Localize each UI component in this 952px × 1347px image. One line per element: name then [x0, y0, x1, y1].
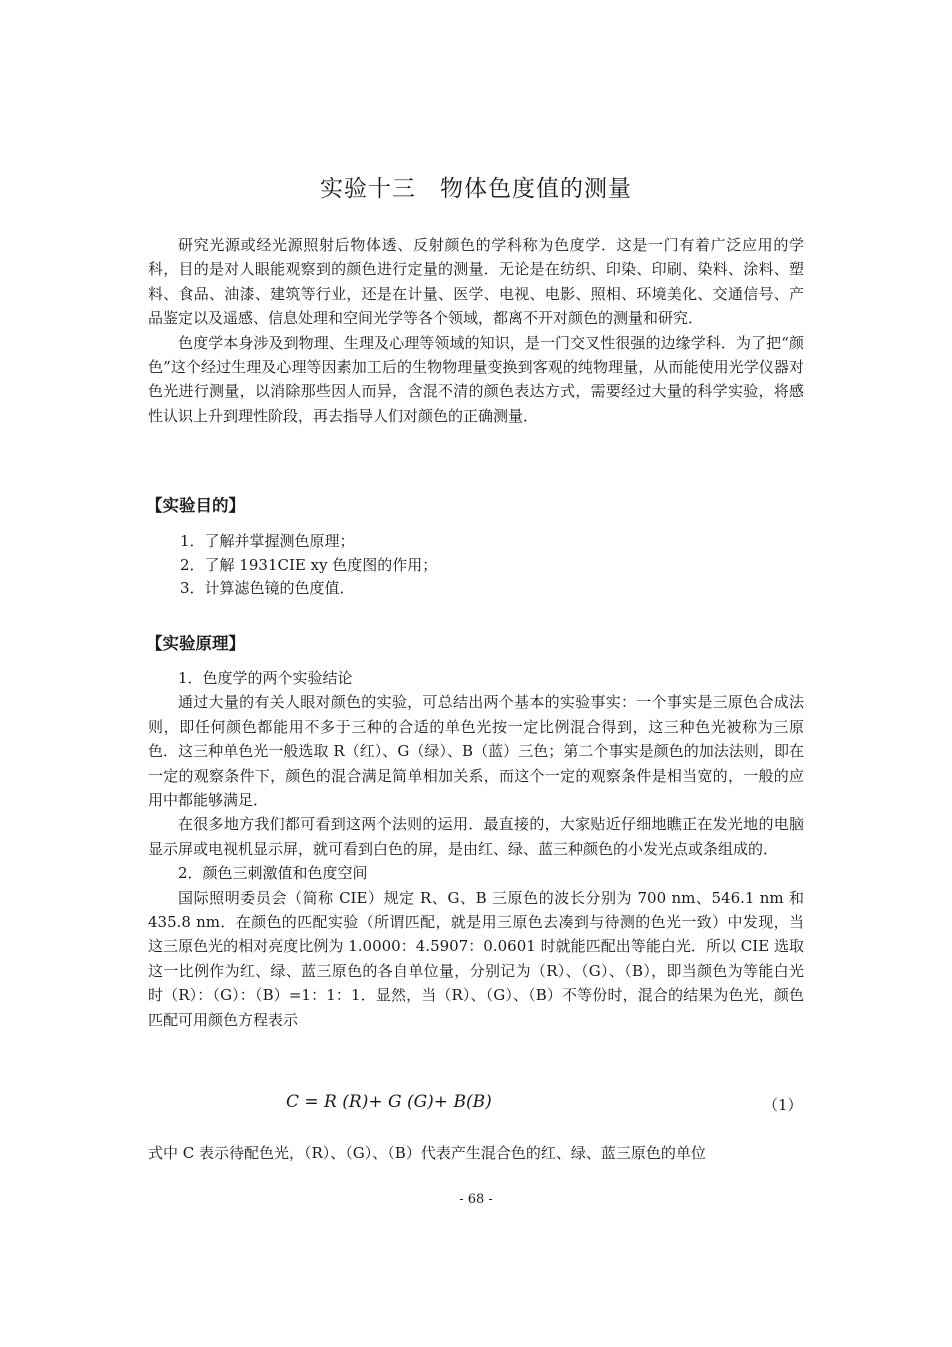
principle-paragraph-1: 通过大量的有关人眼对颜色的实验，可总结出两个基本的实验事实：一个事实是三原色合成法则，即任何颜色都能用不多于三种的合适的单色光按一定比例混合得到，这三种色光被称为三原色．这三种单色光一般选取 R（红）、G（绿）、B（蓝）三色；第二个事实是颜色的加法法则，即在一定的观察条件下，颜色的混合满足简单相加关系，而这个一定的观察条件是相当宽的，一般的应用中都能够满足．	[148, 693, 804, 810]
principle-subheading-2: 2．颜色三刺激值和色度空间	[178, 864, 368, 883]
purpose-list	[180, 530, 437, 601]
principle-paragraph-2: 在很多地方我们都可看到这两个法则的运用．最直接的，大家贴近仔细地瞧正在发光地的电脑显示屏或电视机显示屏，就可看到白色的屏，是由红、绿、蓝三种颜色的小发光点或条组成的．	[148, 815, 804, 858]
equation-number: （1）	[763, 1096, 803, 1114]
principle-paragraph-3: 国际照明委员会（简称 CIE）规定 R、G、B 三原色的波长分别为 700 nm、546.1 nm 和 435.8 nm．在颜色的匹配实验（所谓匹配，就是用三原色去凑到与待测的色光一致）中发现，当这三原色光的相对亮度比例为 1.0000：4.5907：0.0601 时就能匹配出等能白光．所以 CIE 选取这一比例作为红、绿、蓝三原色的各自单位量，分别记为（R）、（G）、（B），即当颜色为等能白光时（R）：（G）：（B）=1：1：1．显然，当（R）、（G）、（B）不等份时，混合的结果为色光，颜色匹配可用颜色方程表示	[148, 888, 804, 1029]
purpose-item-3: 3．计算滤色镜的色度值．	[180, 579, 355, 597]
principle-tail-text: 式中 C 表示待配色光，（R）、（G）、（B）代表产生混合色的红、绿、蓝三原色的单位	[148, 1144, 706, 1162]
principle-subheading-1: 1．色度学的两个实验结论	[178, 669, 353, 687]
purpose-item-2: 2．了解 1931CIE xy 色度图的作用；	[180, 555, 438, 574]
color-equation: C = R (R)+ G (G)+ B(B)	[286, 1092, 492, 1112]
principle-section	[148, 666, 804, 1032]
principle-heading: 【实验原理】	[146, 634, 245, 653]
page-number: - 68 -	[459, 1192, 493, 1207]
purpose-item-1: 1．了解并掌握测色原理；	[180, 532, 355, 550]
intro-paragraph-2: 色度学本身涉及到物理、生理及心理等领域的知识，是一门交叉性很强的边缘学科．为了把“颜色”这个经过生理及心理等因素加工后的生物物理量变换到客观的纯物理量，从而能使用光学仪器对色光进行测量，以消除那些因人而异，含混不清的颜色表达方式，需要经过大量的科学实验，将感性认识上升到理性阶段，再去指导人们对颜色的正确测量．	[148, 333, 804, 425]
intro-section	[148, 233, 804, 428]
page-title: 实验十三 物体色度值的测量	[320, 176, 632, 202]
purpose-heading: 【实验目的】	[146, 496, 245, 515]
intro-paragraph-1: 研究光源或经光源照射后物体透、反射颜色的学科称为色度学．这是一门有着广泛应用的学科，目的是对人眼能观察到的颜色进行定量的测量．无论是在纺织、印染、印刷、染料、涂料、塑料、食品、油漆、建筑等行业，还是在计量、医学、电视、电影、照相、环境美化、交通信号、产品鉴定以及遥感、信息处理和空间光学等各个领域，都离不开对颜色的测量和研究．	[148, 236, 804, 328]
